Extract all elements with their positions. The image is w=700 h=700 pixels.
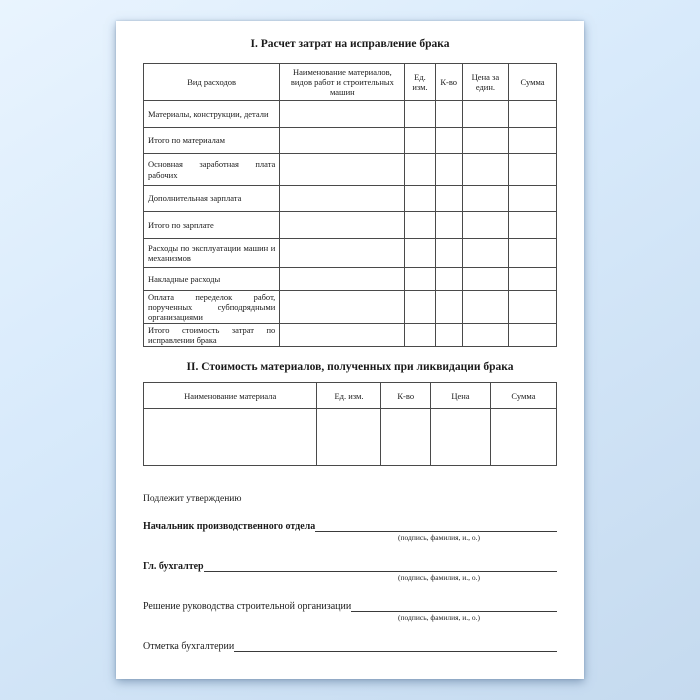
empty-value-cell (144, 409, 317, 466)
row-label-cell: Итого по материалам (144, 128, 280, 154)
empty-value-cell (509, 101, 557, 128)
signature-line (315, 528, 557, 532)
header-row (144, 64, 557, 101)
column-header: Вид расходов (144, 64, 280, 101)
document-page (116, 21, 584, 679)
section-ii-title: II. Стоимость материалов, полученных при ликвидации брака (186, 361, 514, 374)
row-label-cell: Оплата переделок работ, порученных субподрядными организациями (144, 291, 280, 324)
empty-value-cell (280, 268, 405, 291)
empty-value-cell (435, 291, 462, 324)
empty-value-cell (435, 239, 462, 268)
table-row (144, 212, 557, 239)
empty-value-cell (509, 128, 557, 154)
empty-value-cell (509, 291, 557, 324)
column-header: Цена за един. (462, 64, 508, 101)
row-label-cell: Итого по зарплате (144, 212, 280, 239)
row-label-cell: Расходы по эксплуатации машин и механизмов (144, 239, 280, 268)
table-row (144, 239, 557, 268)
empty-value-cell (462, 186, 508, 212)
table-row (144, 268, 557, 291)
empty-value-cell (381, 409, 431, 466)
salvaged-materials-table (143, 382, 557, 466)
empty-table-row (144, 409, 557, 466)
empty-value-cell (462, 324, 508, 347)
signature-label: Гл. бухгалтер (143, 561, 204, 573)
empty-value-cell (280, 212, 405, 239)
row-label-cell: Материалы, конструкции, детали (144, 101, 280, 128)
empty-value-cell (435, 186, 462, 212)
empty-value-cell (317, 409, 381, 466)
signature-block (143, 558, 557, 583)
empty-value-cell (509, 186, 557, 212)
signature-block (143, 598, 557, 623)
empty-value-cell (405, 128, 435, 154)
column-header: Цена (431, 383, 491, 409)
signature-caption: (подпись, фамилия, и., о.) (398, 573, 481, 583)
approval-note: Подлежит утверждению (143, 494, 242, 505)
column-header: Ед. изм. (317, 383, 381, 409)
empty-value-cell (462, 268, 508, 291)
empty-value-cell (405, 154, 435, 186)
table-row (144, 128, 557, 154)
signature-caption: (подпись, фамилия, и., о.) (398, 613, 481, 623)
empty-value-cell (405, 291, 435, 324)
row-label-cell: Дополнительная зарплата (144, 186, 280, 212)
empty-value-cell (462, 128, 508, 154)
column-header: Сумма (490, 383, 556, 409)
empty-value-cell (280, 154, 405, 186)
signature-block (143, 638, 557, 652)
empty-value-cell (435, 101, 462, 128)
empty-value-cell (405, 212, 435, 239)
signature-line (204, 568, 557, 572)
empty-value-cell (280, 239, 405, 268)
column-header: Наименование материала (144, 383, 317, 409)
signature-caption: (подпись, фамилия, и., о.) (398, 533, 481, 543)
empty-value-cell (280, 291, 405, 324)
signature-row (143, 518, 557, 532)
signature-row (143, 638, 557, 652)
table-row (144, 291, 557, 324)
empty-value-cell (435, 268, 462, 291)
section-i-title: I. Расчет затрат на исправление брака (250, 38, 450, 50)
column-header: Ед. изм. (405, 64, 435, 101)
signature-line (234, 648, 557, 652)
empty-value-cell (280, 186, 405, 212)
column-header: К-во (435, 64, 462, 101)
empty-value-cell (462, 239, 508, 268)
empty-value-cell (405, 239, 435, 268)
empty-value-cell (405, 186, 435, 212)
empty-value-cell (405, 268, 435, 291)
signature-label: Отметка бухгалтерии (143, 641, 235, 653)
column-header: Наименование материалов, видов работ и строительных машин (280, 64, 405, 101)
header-row (144, 383, 557, 409)
empty-value-cell (462, 291, 508, 324)
empty-value-cell (431, 409, 491, 466)
signature-block (143, 518, 557, 543)
empty-value-cell (435, 154, 462, 186)
signature-row (143, 558, 557, 572)
empty-value-cell (462, 101, 508, 128)
column-header: Сумма (509, 64, 557, 101)
signature-list (143, 518, 557, 652)
defect-correction-costs-table (143, 63, 557, 347)
table-row (144, 186, 557, 212)
empty-value-cell (509, 212, 557, 239)
empty-value-cell (509, 324, 557, 347)
empty-value-cell (405, 101, 435, 128)
empty-value-cell (405, 324, 435, 347)
empty-value-cell (462, 154, 508, 186)
empty-value-cell (280, 324, 405, 347)
signature-row (143, 598, 557, 612)
empty-value-cell (280, 128, 405, 154)
row-label-cell: Итого стоимость затрат по исправлении брака (144, 324, 280, 347)
row-label-cell: Основная заработная плата рабочих (144, 154, 280, 186)
empty-value-cell (462, 212, 508, 239)
row-label-cell: Накладные расходы (144, 268, 280, 291)
column-header: К-во (381, 383, 431, 409)
empty-value-cell (435, 212, 462, 239)
table-row (144, 324, 557, 347)
empty-value-cell (435, 324, 462, 347)
empty-value-cell (435, 128, 462, 154)
empty-value-cell (509, 154, 557, 186)
signature-label: Решение руководства строительной организации (143, 601, 352, 613)
empty-value-cell (509, 268, 557, 291)
table-row (144, 101, 557, 128)
signature-label: Начальник производственного отдела (143, 521, 316, 533)
page-content (116, 21, 584, 652)
empty-value-cell (509, 239, 557, 268)
empty-value-cell (280, 101, 405, 128)
empty-value-cell (490, 409, 556, 466)
signature-line (351, 608, 557, 612)
table-row (144, 154, 557, 186)
